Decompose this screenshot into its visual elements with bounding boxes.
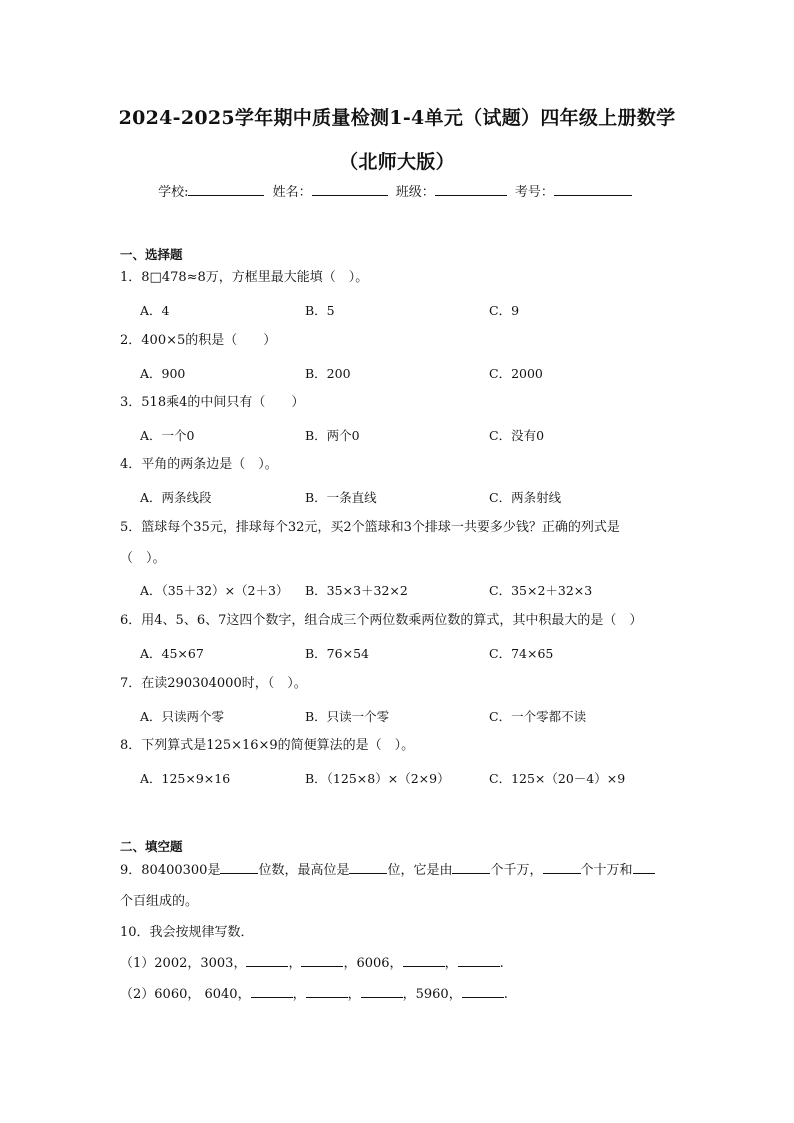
option-a: A．只读两个零 — [140, 709, 225, 724]
question-stem: 6．用4、5、6、7这四个数字，组合成三个两位数乘两位数的算式，其中积最大的是（ ） — [120, 613, 643, 628]
question-stem-continued: （ ）。 — [120, 551, 166, 566]
class-blank[interactable] — [435, 182, 507, 196]
option-a: A．两条线段 — [140, 490, 212, 505]
option-b: B．5 — [305, 303, 335, 318]
question-9 — [120, 855, 680, 886]
answer-blank[interactable] — [361, 985, 403, 998]
option-b: B．两个0 — [305, 428, 360, 443]
student-info-line — [0, 181, 794, 200]
sequence-text: ，5960， — [402, 987, 462, 1002]
question-stem: 3．518乘4的中间只有（ ） — [120, 395, 305, 410]
answer-blank[interactable] — [251, 985, 293, 998]
question-10-part2 — [120, 979, 680, 1010]
question-stem: 5．篮球每个35元，排球每个32元，买2个篮球和3个排球一共要多少钱？正确的列式是 — [120, 520, 620, 535]
sequence-text: . — [499, 956, 504, 971]
name-blank[interactable] — [312, 182, 388, 196]
option-a: A．一个0 — [140, 428, 195, 443]
sequence-text: ， — [347, 987, 361, 1002]
option-a: A．125×9×16 — [140, 771, 231, 786]
sequence-text: ， — [292, 987, 306, 1002]
option-c: C．2000 — [489, 366, 543, 381]
sequence-text: ， — [288, 956, 302, 971]
option-c: C．9 — [489, 303, 520, 318]
answer-blank[interactable] — [306, 985, 348, 998]
question-stem: 4．平角的两条边是（ ）。 — [120, 457, 278, 472]
page-title: 2024-2025学年期中质量检测1-4单元（试题）四年级上册数学 — [118, 107, 676, 129]
option-a: A．45×67 — [140, 646, 204, 661]
class-label: 班级： — [395, 185, 435, 200]
sequence-text: （2）6060， 6040， — [120, 987, 251, 1002]
q9-text: 位数，最高位是 — [258, 863, 350, 878]
answer-blank[interactable] — [349, 861, 387, 874]
option-b: B．（125×8）×（2×9） — [305, 771, 450, 786]
answer-blank[interactable] — [220, 861, 258, 874]
answer-blank[interactable] — [452, 861, 490, 874]
answer-blank[interactable] — [462, 985, 504, 998]
question-stem: 8．下列算式是125×16×9的简便算法的是（ ）。 — [120, 738, 415, 753]
answer-blank[interactable] — [246, 954, 288, 967]
option-a: A．4 — [140, 303, 170, 318]
option-c: C．125×（20－4）×9 — [489, 771, 626, 786]
section-title: 一、选择题 — [120, 247, 183, 262]
option-c: C．两条射线 — [489, 490, 562, 505]
option-c: C．35×2＋32×3 — [489, 583, 593, 598]
question-stem: 7．在读290304000时，（ ）。 — [120, 676, 307, 691]
q9-text: 位，它是由 — [387, 863, 453, 878]
option-b: B．76×54 — [305, 646, 369, 661]
option-a: A．（35＋32）×（2＋3） — [140, 583, 289, 598]
section-title: 二、填空题 — [120, 839, 183, 854]
option-c: C．没有0 — [489, 428, 545, 443]
school-label: 学校: — [158, 185, 189, 200]
question-9-continued: 个百组成的。 — [120, 894, 199, 909]
option-c: C．一个零都不读 — [489, 709, 587, 724]
option-c: C．74×65 — [489, 646, 554, 661]
school-blank[interactable] — [188, 182, 264, 196]
option-b: B．只读一个零 — [305, 709, 390, 724]
sequence-text: ，6006， — [343, 956, 403, 971]
question-10-title: 10．我会按规律写数． — [120, 925, 254, 940]
option-b: B．200 — [305, 366, 351, 381]
option-b: B．一条直线 — [305, 490, 377, 505]
sequence-text: . — [503, 987, 508, 1002]
name-label: 姓名： — [272, 185, 312, 200]
sequence-text: （1）2002，3003， — [120, 956, 247, 971]
sequence-text: ， — [444, 956, 458, 971]
question-stem: 1．8□478≈8万，方框里最大能填（ ）。 — [120, 270, 369, 285]
q9-text: 个十万和 — [580, 863, 633, 878]
answer-blank[interactable] — [633, 861, 655, 874]
id-blank[interactable] — [554, 182, 632, 196]
answer-blank[interactable] — [543, 861, 581, 874]
q9-text: 个千万， — [490, 863, 543, 878]
option-b: B．35×3＋32×2 — [305, 583, 408, 598]
question-stem: 2．400×5的积是（ ） — [120, 333, 277, 348]
option-a: A．900 — [140, 366, 186, 381]
q9-text: 9．80400300是 — [120, 863, 221, 878]
question-10-part1 — [120, 948, 680, 979]
answer-blank[interactable] — [458, 954, 500, 967]
answer-blank[interactable] — [403, 954, 445, 967]
id-label: 考号： — [514, 185, 554, 200]
page-subtitle: （北师大版） — [339, 151, 455, 173]
answer-blank[interactable] — [301, 954, 343, 967]
